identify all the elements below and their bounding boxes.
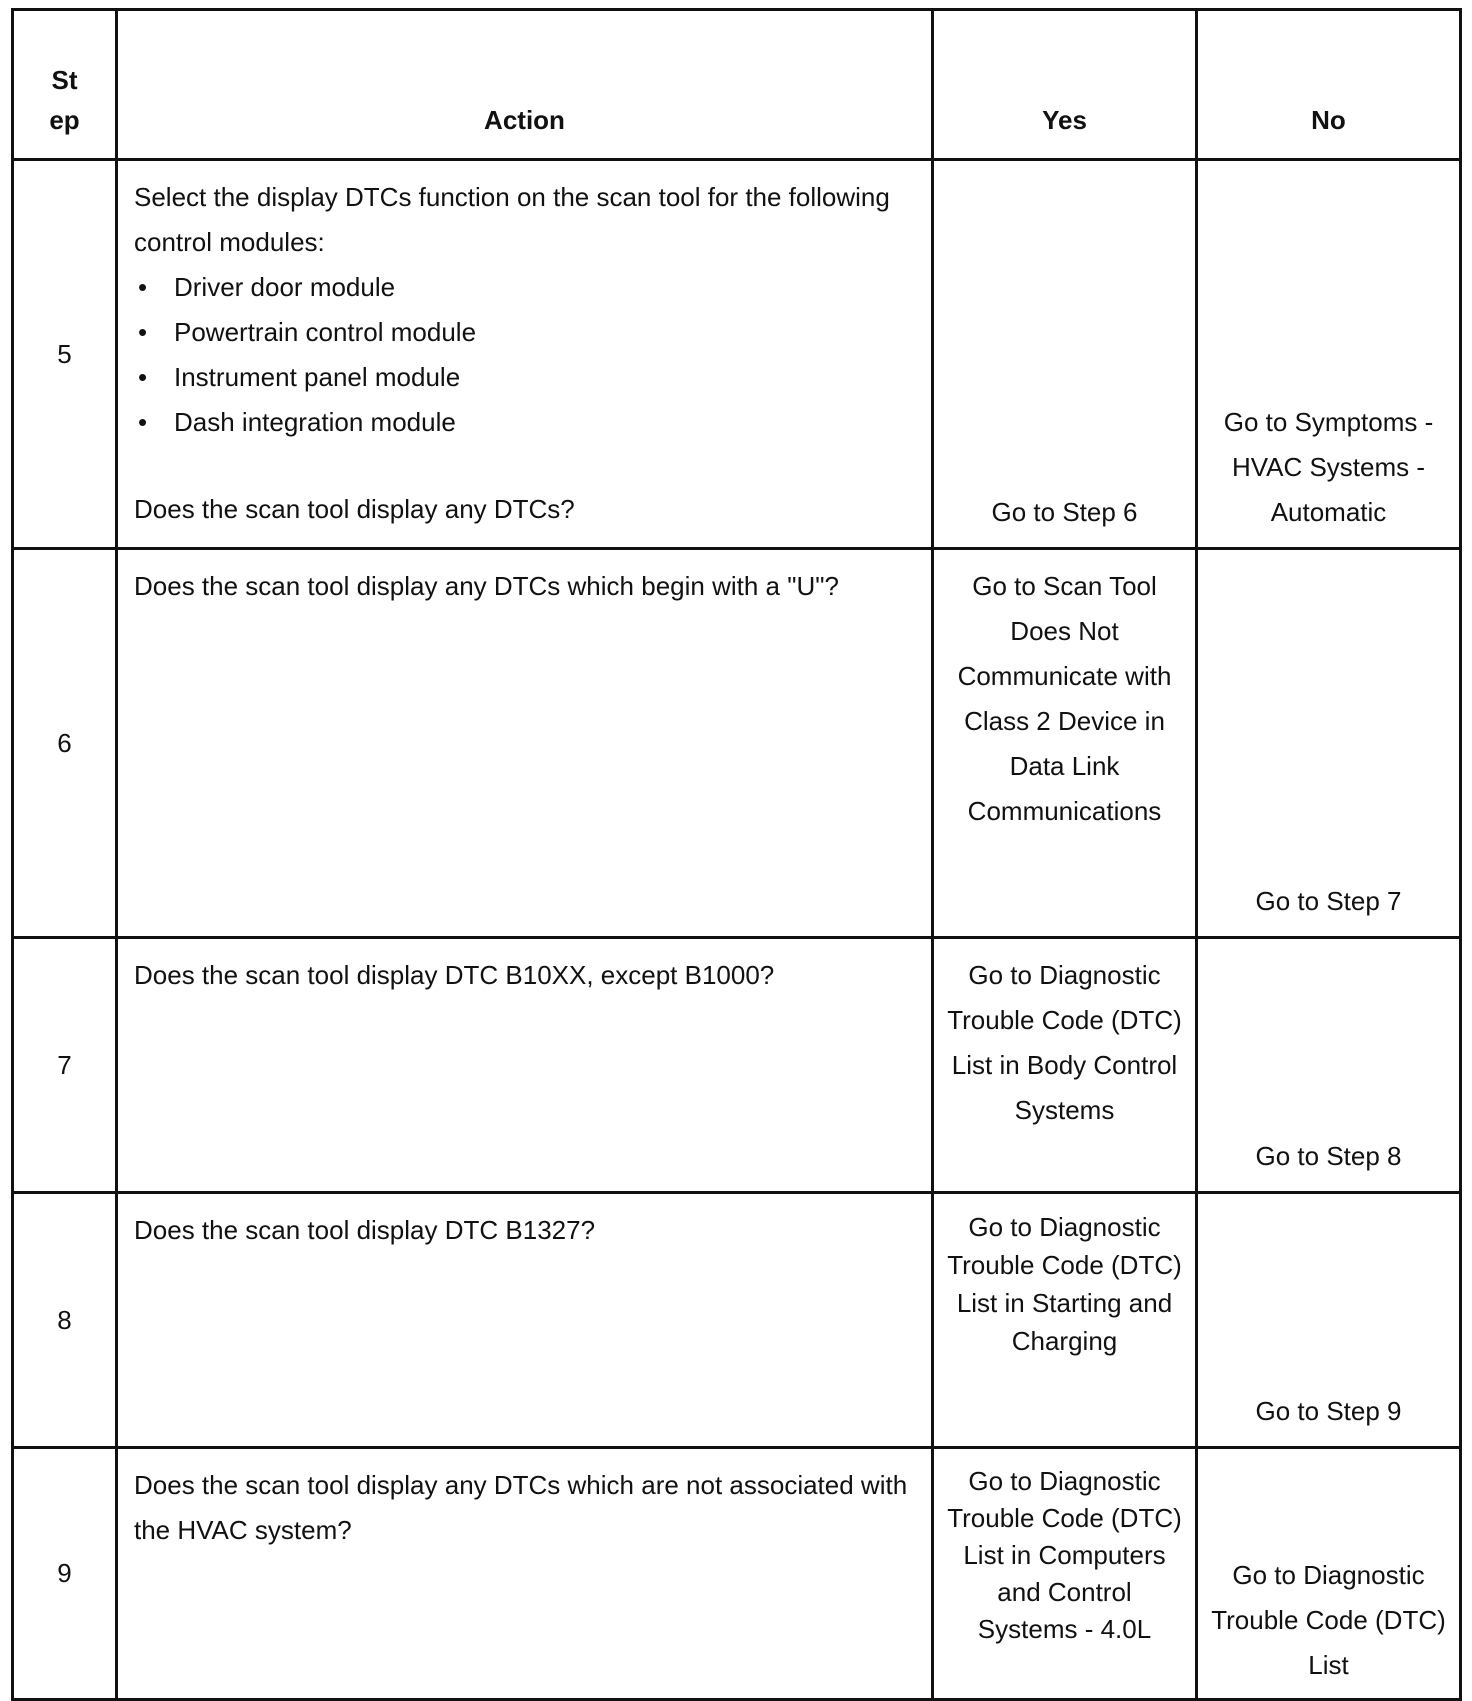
yes-link[interactable]: Go to Scan Tool Does Not Communicate with Class 2 Device in Data Link Communications [933,549,1197,938]
header-action: Action [117,10,933,160]
list-item: • Powertrain control module [134,310,915,355]
table-row-step-9 [13,1448,1461,1700]
diagnostic-table-container [11,8,1462,1701]
step-number: 9 [13,1448,117,1700]
no-link[interactable]: Go to Step 9 [1197,1193,1461,1448]
diagnostic-step-table [11,8,1462,1701]
action-question: Does the scan tool display DTC B1327? [117,1193,933,1448]
yes-link[interactable]: Go to Step 6 [933,160,1197,549]
no-link[interactable]: Go to Symptoms - HVAC Systems - Automatic [1197,160,1461,549]
list-item: • Driver door module [134,265,915,310]
no-link[interactable]: Go to Diagnostic Trouble Code (DTC) List [1197,1448,1461,1700]
list-item: • Dash integration module [134,400,915,445]
action-question: Does the scan tool display any DTCs? [134,494,575,524]
header-yes: Yes [933,10,1197,160]
header-step-label: Step [49,65,80,135]
no-link[interactable]: Go to Step 8 [1197,938,1461,1193]
table-row-step-6 [13,549,1461,938]
action-question: Does the scan tool display any DTCs which are not associated with the HVAC system? [117,1448,933,1700]
no-link[interactable]: Go to Step 7 [1197,549,1461,938]
table-row-step-8 [13,1193,1461,1448]
action-question: Does the scan tool display any DTCs which begin with a "U"? [117,549,933,938]
yes-link[interactable]: Go to Diagnostic Trouble Code (DTC) List in Computers and Control Systems - 4.0L [933,1448,1197,1700]
step-number: 7 [13,938,117,1193]
table-row-step-5 [13,160,1461,549]
step-number: 5 [13,160,117,549]
header-no: No [1197,10,1461,160]
module-list [134,265,915,445]
header-step [13,10,117,160]
table-row-step-7 [13,938,1461,1193]
action-intro: Select the display DTCs function on the scan tool for the following control modules: [134,182,890,257]
yes-link[interactable]: Go to Diagnostic Trouble Code (DTC) List in Body Control Systems [933,938,1197,1193]
action-cell [117,160,933,549]
step-number: 8 [13,1193,117,1448]
table-header-row [13,10,1461,160]
yes-link[interactable]: Go to Diagnostic Trouble Code (DTC) List in Starting and Charging [933,1193,1197,1448]
action-question: Does the scan tool display DTC B10XX, except B1000? [117,938,933,1193]
step-number: 6 [13,549,117,938]
list-item: • Instrument panel module [134,355,915,400]
